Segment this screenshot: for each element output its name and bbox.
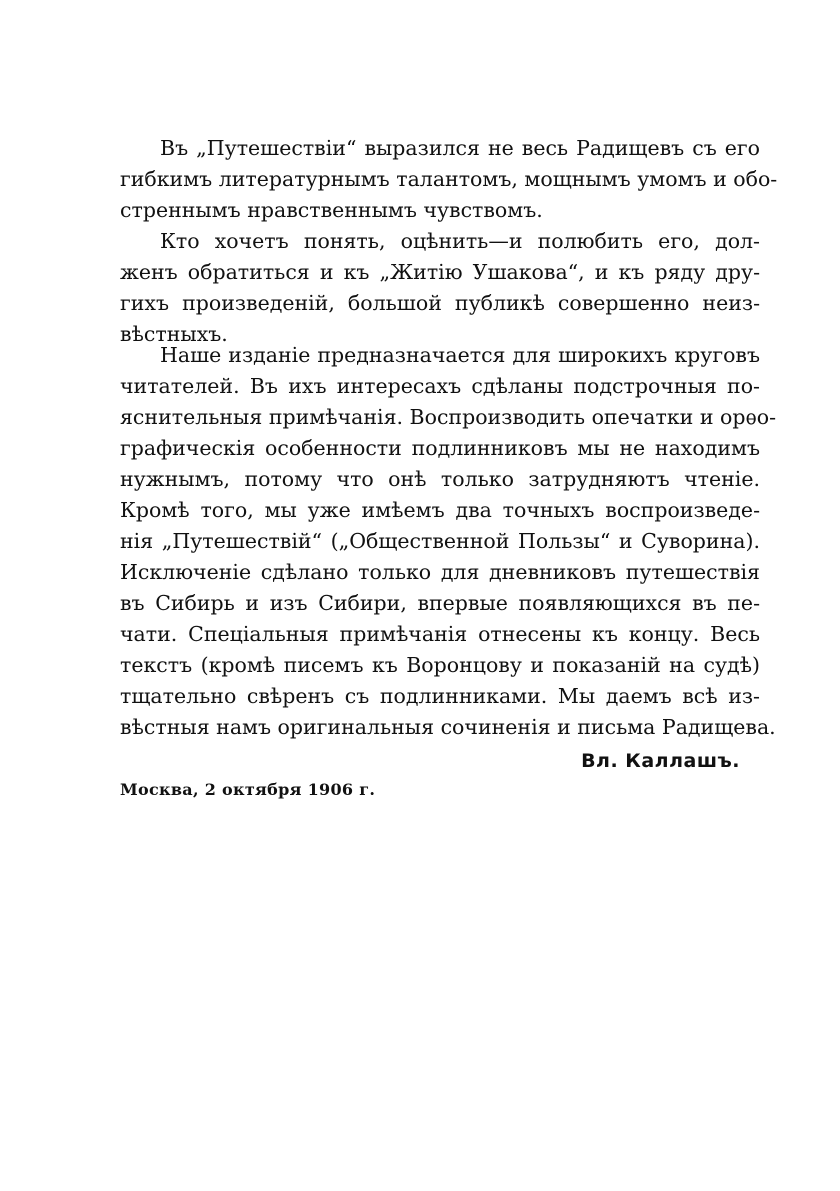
dateline: Москва, 2 октября 1906 г. bbox=[120, 780, 376, 799]
text-line: Исключеніе сдѣлано только для дневниковъ путешествія bbox=[120, 560, 760, 584]
paragraph-3 bbox=[120, 340, 777, 743]
text-line: вѣстныя намъ оригинальныя сочиненія и письма Радищева. bbox=[120, 715, 776, 739]
author-signature: Вл. Каллашъ. bbox=[581, 750, 740, 772]
text-line: стреннымъ нравственнымъ чувствомъ. bbox=[120, 198, 543, 222]
text-line: Наше изданіе предназначается для широкихъ круговъ bbox=[160, 343, 760, 367]
text-line: гихъ произведеній, большой публикѣ совершенно неиз- bbox=[120, 291, 760, 315]
text-line: тщательно свѣренъ съ подлинниками. Мы даемъ всѣ из- bbox=[120, 684, 760, 708]
text-line: графическія особенности подлинниковъ мы не находимъ bbox=[120, 436, 760, 460]
text-line: читателей. Въ ихъ интересахъ сдѣланы подстрочныя по- bbox=[120, 374, 760, 398]
text-line: Кто хочетъ понять, оцѣнить—и полюбить его, дол- bbox=[160, 229, 760, 253]
text-line: въ Сибирь и изъ Сибири, впервые появляющихся въ пе- bbox=[120, 591, 760, 615]
paragraph-2 bbox=[120, 226, 760, 350]
text-line: нужнымъ, потому что онѣ только затрудняютъ чтеніе. bbox=[120, 467, 760, 491]
paragraph-1 bbox=[120, 133, 778, 226]
text-line: гибкимъ литературнымъ талантомъ, мощнымъ умомъ и обо- bbox=[120, 167, 778, 191]
text-line: текстъ (кромѣ писемъ къ Воронцову и показаній на судѣ) bbox=[120, 653, 760, 677]
text-line: вѣстныхъ. bbox=[120, 322, 228, 346]
text-line: женъ обратиться и къ „Житію Ушакова“, и къ ряду дру- bbox=[120, 260, 760, 284]
text-line: чати. Спеціальныя примѣчанія отнесены къ концу. Весь bbox=[120, 622, 760, 646]
text-line: нія „Путешествій“ („Общественной Пользы“ и Суворина). bbox=[120, 529, 760, 553]
text-line: Въ „Путешествіи“ выразился не весь Радищевъ съ его bbox=[160, 136, 760, 160]
text-line: Кромѣ того, мы уже имѣемъ два точныхъ воспроизведе- bbox=[120, 498, 760, 522]
text-line: яснительныя примѣчанія. Воспроизводить опечатки и орѳо- bbox=[120, 405, 777, 429]
